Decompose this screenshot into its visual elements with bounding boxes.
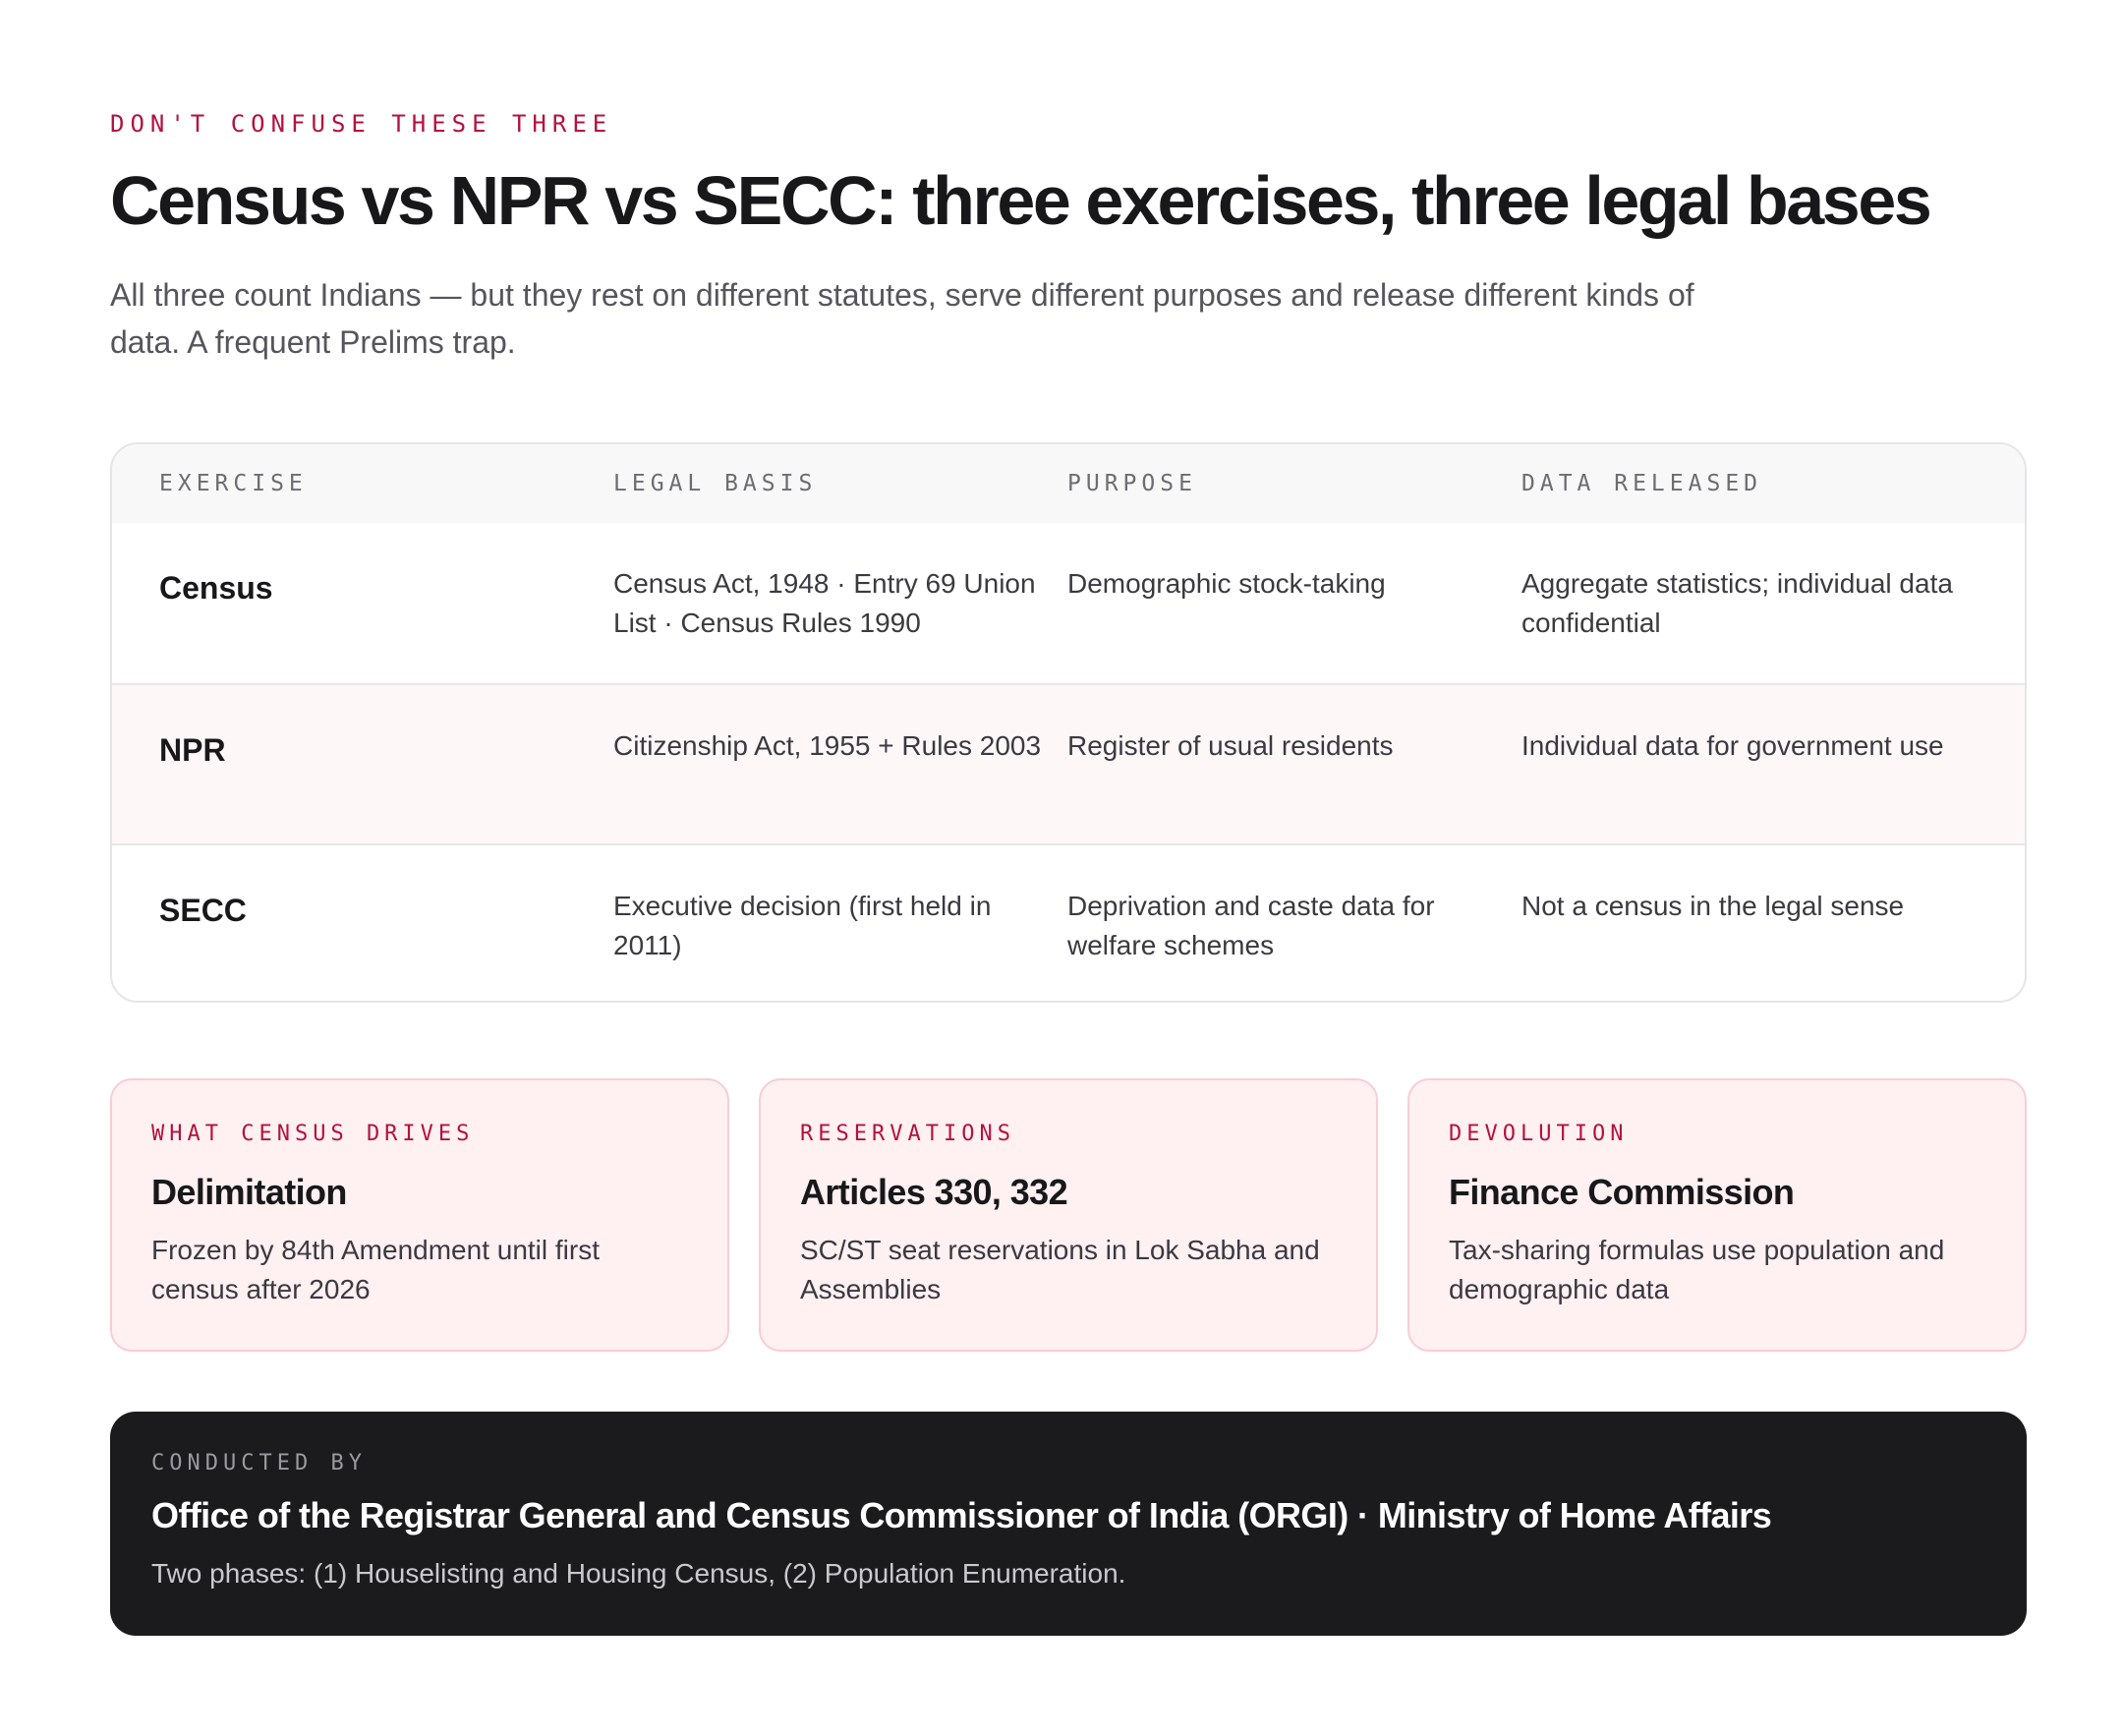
table-row-census [112, 523, 2025, 683]
card-devolution [1407, 1078, 2027, 1352]
cell-purpose: Register of usual residents [1067, 730, 1394, 761]
cell-data-released: Aggregate statistics; individual data confidential [1521, 568, 1953, 638]
cell-exercise: NPR [159, 732, 226, 768]
cell-data-released: Individual data for government use [1521, 730, 1944, 761]
cell-data-released: Not a census in the legal sense [1521, 891, 1905, 921]
conducted-by-panel [110, 1412, 2027, 1636]
cell-purpose: Deprivation and caste data for welfare schemes [1067, 891, 1435, 960]
card-reservations [759, 1078, 1378, 1352]
page-subtitle: All three count Indians — but they rest on different statutes, serve different purposes and release different kinds of data. A frequent Prelims trap. [110, 277, 1694, 360]
card-text: Tax-sharing formulas use population and demographic data [1449, 1235, 1945, 1304]
card-title: Articles 330, 332 [800, 1172, 1067, 1212]
section-eyebrow: DON'T CONFUSE THESE THREE [110, 110, 613, 138]
cell-exercise: SECC [159, 893, 247, 928]
footer-text: Two phases: (1) Houselisting and Housing Census, (2) Population Enumeration. [151, 1558, 1126, 1589]
column-header-purpose: PURPOSE [1067, 471, 1197, 496]
cell-exercise: Census [159, 570, 273, 606]
cell-purpose: Demographic stock-taking [1067, 568, 1386, 599]
card-delimitation [110, 1078, 729, 1352]
page-title: Census vs NPR vs SECC: three exercises, three legal bases [110, 162, 1930, 239]
card-text: Frozen by 84th Amendment until first census after 2026 [151, 1235, 600, 1304]
column-header-data-released: DATA RELEASED [1521, 471, 1763, 496]
table-row-npr [112, 683, 2025, 843]
card-title: Delimitation [151, 1172, 347, 1212]
card-eyebrow: DEVOLUTION [1449, 1122, 1629, 1146]
comparison-table [110, 442, 2027, 1003]
footer-title: Office of the Registrar General and Census Commissioner of India (ORGI) · Ministry of Home Affairs [151, 1495, 1772, 1535]
info-cards [110, 1078, 2027, 1352]
card-title: Finance Commission [1449, 1172, 1795, 1212]
cell-legal-basis: Citizenship Act, 1955 + Rules 2003 [613, 730, 1042, 761]
cell-legal-basis: Executive decision (first held in 2011) [613, 891, 992, 960]
column-header-exercise: EXERCISE [159, 471, 308, 496]
card-eyebrow: RESERVATIONS [800, 1122, 1015, 1146]
table-header [112, 444, 2025, 523]
table-row-secc [112, 843, 2025, 1003]
column-header-legal-basis: LEGAL BASIS [613, 471, 818, 496]
card-text: SC/ST seat reservations in Lok Sabha and Assemblies [800, 1235, 1320, 1304]
cell-legal-basis: Census Act, 1948 · Entry 69 Union List · Census Rules 1990 [613, 568, 1036, 638]
card-eyebrow: WHAT CENSUS DRIVES [151, 1122, 475, 1146]
footer-eyebrow: CONDUCTED BY [151, 1451, 367, 1476]
